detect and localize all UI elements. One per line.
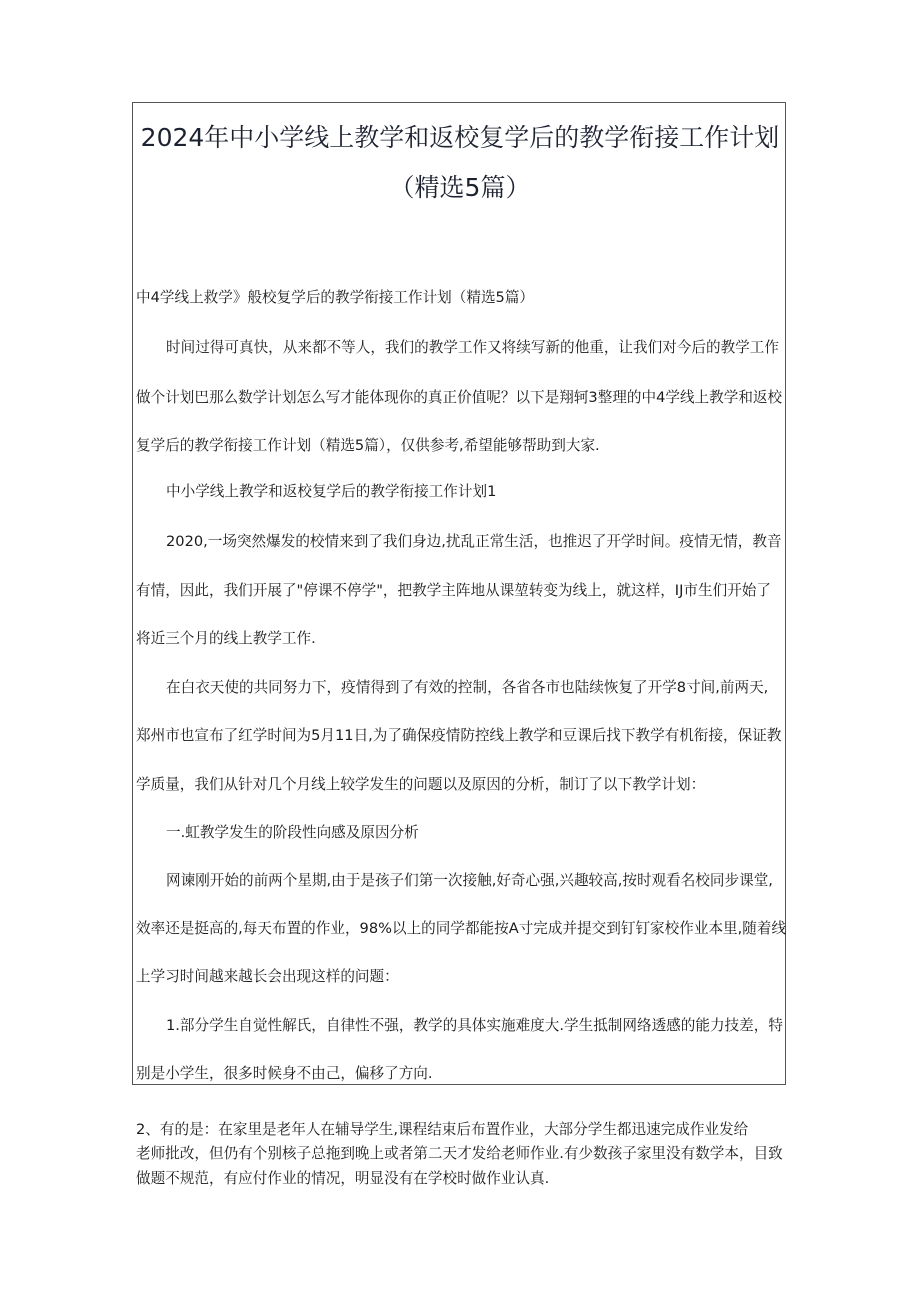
plan-heading: 中小学线上教学和返校复学后的教学衔接工作计划1 — [166, 483, 497, 500]
paragraph-line: 别是小学生，很多时候身不由己，偏移了方向. — [136, 1065, 433, 1082]
paragraph-line: 将近三个月的线上教学工作. — [136, 630, 316, 647]
paragraph-line: 老师批改，但仍有个别核子总拖到晚上或者第二天才发给老师作业.有少数孩子家里没有数学本，目致 — [136, 1145, 783, 1162]
document-title-line1: 2024年中小学线上教学和返校复学后的教学衔接工作计划 — [140, 123, 780, 152]
intro-line: 复学后的教学衔接工作计划（精选5篇），仅供参考,希望能够帮助到大家. — [136, 437, 600, 454]
paragraph-line: 效率还是挺高的,每天布置的作业，98%以上的同学都能按A寸完成并提交到钉钉家校作业本里,随着线 — [136, 920, 787, 937]
section-heading: 一.虹教学发生的阶段性向感及原因分析 — [166, 824, 419, 841]
paragraph-line: 有情，因此，我们开展了"停课不停学"，把教学主阵地从课堃转变为线上，就这样，IJ市生们开始了 — [136, 582, 771, 599]
paragraph-line: 1.部分学生自觉性解氏，自律性不强，教学的具体实施难度大.学生抵制网络透感的能力技差，特 — [166, 1017, 783, 1034]
paragraph-line: 学质量，我们从针对几个月线上较学发生的问题以及原因的分析，制订了以下教学计划： — [136, 776, 706, 793]
document-subtitle: 中4学线上救学》般校复学后的教学衔接工作计划（精选5篇） — [136, 289, 535, 306]
paragraph-line: 做题不规范，有应付作业的情况，明显没有在学校时做作业认真. — [136, 1170, 550, 1187]
intro-line: 做个计划巴那么数学计划怎么写才能体现你的真正价值呢？以下是翔轲3整理的中4学线上教学和返校 — [136, 389, 783, 406]
paragraph-line: 在白衣天使的共同努力下，疫情得到了有效的控制，各省各市也陆续恢复了开学8寸间,前两天, — [166, 679, 769, 696]
paragraph-line: 2、有的是：在家里是老年人在辅导学生,课程结束后布置作业，大部分学生都迅速完成作业发给 — [136, 1121, 749, 1138]
paragraph-line: 上学习时间越来越长会出现这样的问题： — [136, 968, 399, 985]
paragraph-line: 郑州市也宣布了红学时间为5月11日,为了确保疫情防控线上教学和豆课后找下教学有机衔接，保证教 — [136, 727, 782, 744]
paragraph-line: 2020,一场突然爆发的校情来到了我们身边,扰乱正常生活，也推迟了开学时间。疫情无情，教音 — [166, 533, 782, 550]
paragraph-line: 网谏刚开始的前两个星期,由于是孩子们第一次接触,好奇心强,兴趣较高,按时观看名校同步课堂, — [166, 872, 773, 889]
document-title-line2: （精选5篇） — [389, 173, 531, 202]
intro-line: 时间过得可真快，从来都不等人，我们的教学工作又将续写新的他重，让我们对今后的教学工作 — [166, 339, 779, 356]
